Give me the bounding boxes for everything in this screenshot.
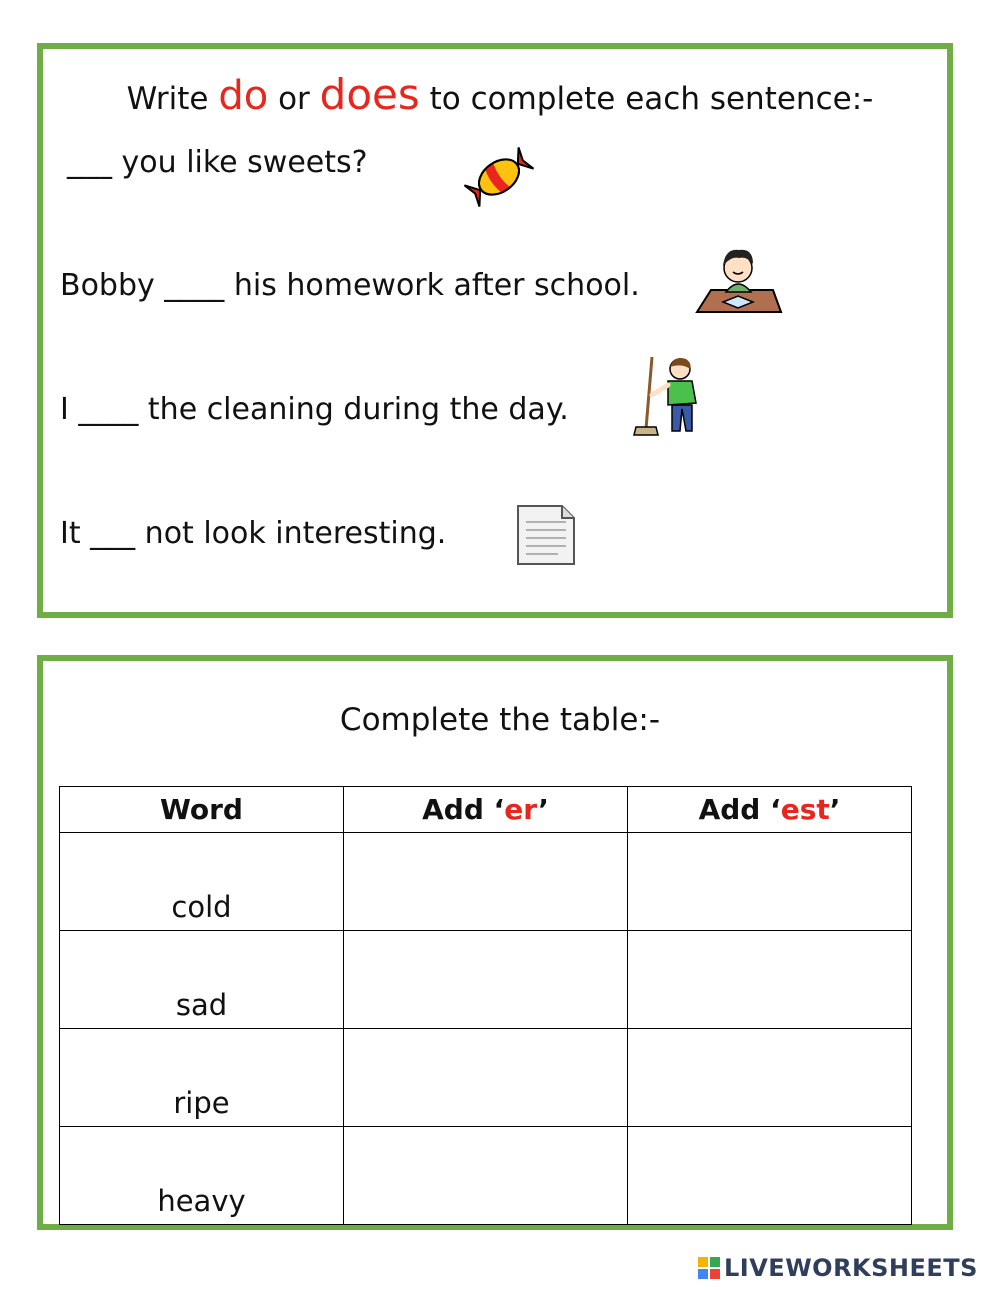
paper-note-icon (514, 502, 578, 568)
instruction-text-start: Write (126, 81, 219, 117)
sentence-4[interactable]: It ___ not look interesting. (60, 516, 447, 551)
candy-icon (462, 140, 536, 214)
brand-name: LIVEWORKSHEETS (724, 1254, 978, 1282)
instruction-text-end: to complete each sentence:- (419, 81, 874, 117)
instruction-text-or: or (268, 81, 320, 117)
header-add-est-prefix: Add ‘ (698, 793, 781, 826)
er-answer-cell[interactable] (344, 833, 628, 931)
table-instructions: Complete the table:- (339, 702, 661, 738)
word-cell: sad (60, 931, 344, 1029)
boy-sweeping-icon (630, 355, 705, 440)
est-answer-cell[interactable] (628, 1029, 912, 1127)
header-add-er-prefix: Add ‘ (422, 793, 505, 826)
liveworksheets-logo-icon (698, 1257, 720, 1279)
er-answer-cell[interactable] (344, 931, 628, 1029)
est-answer-cell[interactable] (628, 931, 912, 1029)
word-cell: cold (60, 833, 344, 931)
instruction-word-do: do (218, 73, 269, 119)
table-header-row (60, 787, 912, 833)
header-est-suffix: est (780, 793, 830, 826)
comparison-table (59, 786, 912, 1225)
sentence-2[interactable]: Bobby ____ his homework after school. (60, 268, 640, 303)
word-cell: heavy (60, 1127, 344, 1225)
er-answer-cell[interactable] (344, 1127, 628, 1225)
table-row (60, 1127, 912, 1225)
table-row (60, 833, 912, 931)
boy-doing-homework-icon (693, 240, 783, 316)
liveworksheets-brand[interactable] (698, 1253, 978, 1283)
header-add-er-close: ’ (538, 793, 549, 826)
sentence-3[interactable]: I ____ the cleaning during the day. (60, 392, 569, 427)
header-er-suffix: er (504, 793, 539, 826)
header-word: Word (60, 787, 344, 833)
header-add-est (628, 787, 912, 833)
sentence-1[interactable]: ___ you like sweets? (67, 145, 368, 180)
table-row (60, 1029, 912, 1127)
header-add-er (344, 787, 628, 833)
word-cell: ripe (60, 1029, 344, 1127)
instruction-word-does: does (319, 70, 420, 119)
header-add-est-close: ’ (829, 793, 841, 826)
er-answer-cell[interactable] (344, 1029, 628, 1127)
table-row (60, 931, 912, 1029)
est-answer-cell[interactable] (628, 1127, 912, 1225)
est-answer-cell[interactable] (628, 833, 912, 931)
exercise-instructions (0, 70, 1000, 119)
